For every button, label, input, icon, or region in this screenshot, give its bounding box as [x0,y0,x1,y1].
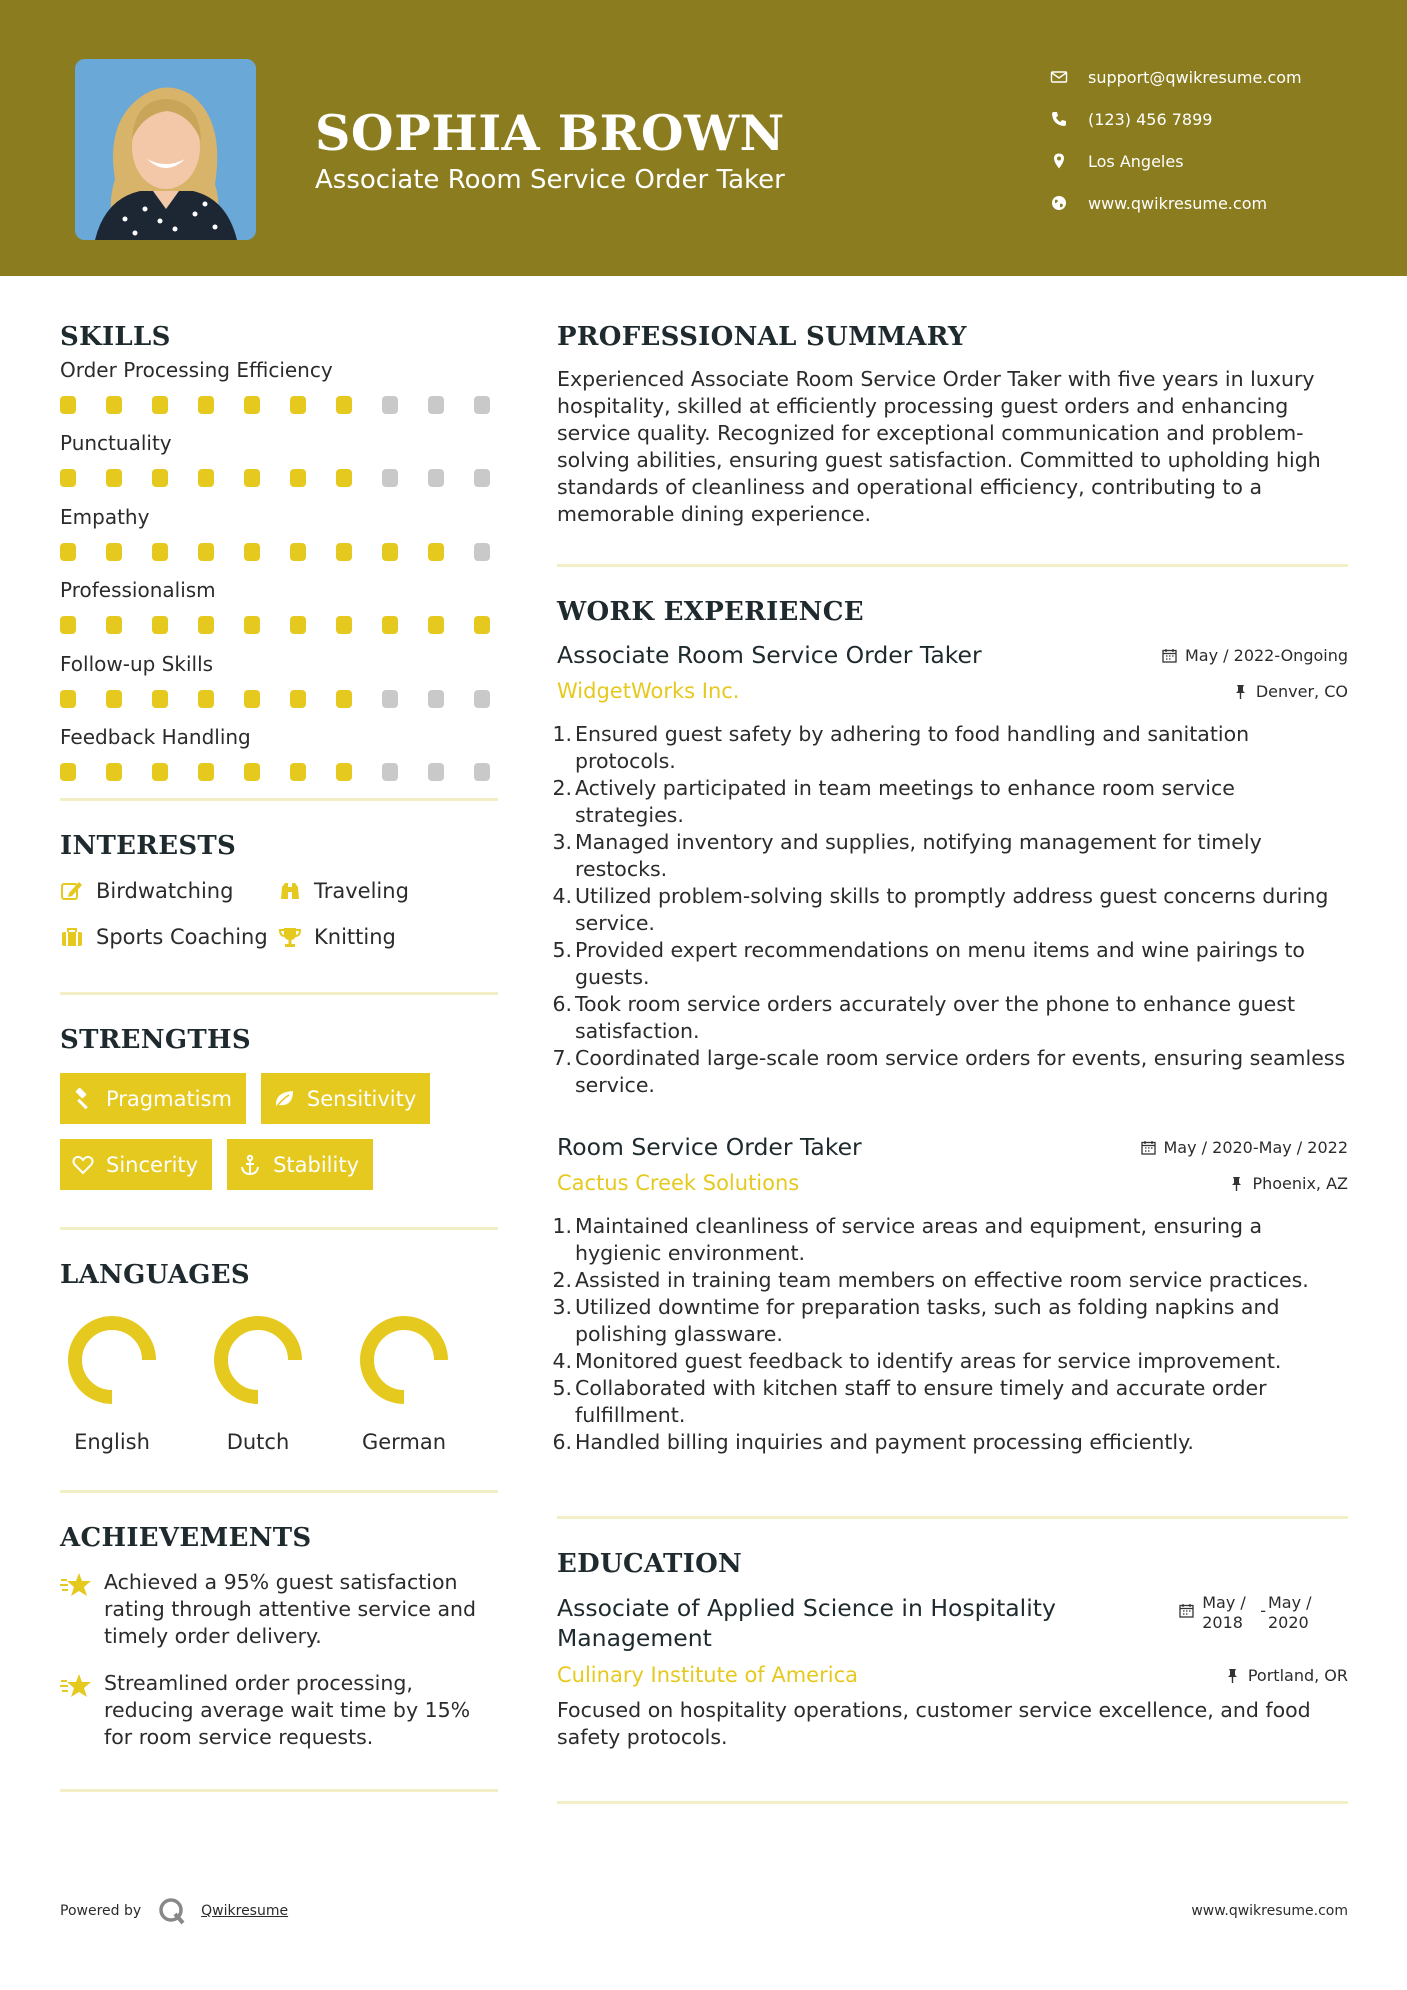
interests-heading: INTERESTS [60,831,237,862]
rating-dot-empty [474,469,490,487]
duty-item [552,937,1348,991]
job-date-text: May / 2020-May / 2022 [1163,1138,1348,1157]
interest-item [60,879,278,903]
language-gauge [356,1312,452,1408]
rating-dot-filled [244,543,260,561]
rating-dot-empty [428,690,444,708]
map-pin-icon [1050,152,1068,170]
rating-dot-filled [60,616,76,634]
section-divider [557,564,1348,567]
duty-number: 7. [552,1046,572,1070]
calendar-icon [1141,1140,1156,1155]
rating-dot-empty [382,690,398,708]
pushpin-icon [1225,1668,1240,1683]
duty-item [552,1294,1348,1348]
duty-text: Managed inventory and supplies, notifying management for timely restocks. [575,830,1262,881]
powered-by-text: Powered by [60,1903,142,1919]
rating-dot-filled [106,396,122,414]
rating-dot-filled [336,543,352,561]
rating-dot-filled [336,616,352,634]
binoculars-icon [278,879,302,903]
rating-dot-empty [428,396,444,414]
achievement-text: Achieved a 95% guest satisfaction rating through attentive service and timely order delivery. [104,1570,477,1649]
header-banner [0,0,1407,276]
rating-dot-filled [290,543,306,561]
duty-item [552,1375,1348,1429]
rating-dot-filled [60,690,76,708]
duty-text: Handled billing inquiries and payment processing efficiently. [575,1430,1194,1454]
rating-dot-filled [60,396,76,414]
avatar [75,59,256,240]
languages-heading: LANGUAGES [60,1260,250,1291]
rating-dot-filled [198,396,214,414]
duty-text: Utilized downtime for preparation tasks, such as folding napkins and polishing glassware. [575,1295,1280,1346]
strengths-heading: STRENGTHS [60,1025,251,1056]
duty-text: Coordinated large-scale room service orders for events, ensuring seamless service. [575,1046,1346,1097]
rating-dot-empty [382,763,398,781]
skills-list [60,310,498,750]
job-role: Associate Room Service Order Taker [557,641,982,669]
interest-item [60,925,278,949]
duty-number: 1. [552,722,572,746]
anchor-icon [239,1154,261,1176]
section-divider [557,1801,1348,1804]
section-divider [557,1516,1348,1519]
duty-item [552,721,1348,775]
rating-dot-filled [60,763,76,781]
language-item [64,1312,160,1454]
rating-dot-filled [198,543,214,561]
pushpin-icon [1229,1176,1244,1191]
section-divider [60,798,498,801]
contact-website-text: www.qwikresume.com [1088,193,1268,213]
contact-location [1050,140,1302,182]
rating-dot-filled [106,469,122,487]
rating-dot-filled [244,763,260,781]
duty-item [552,829,1348,883]
rating-dot-filled [290,763,306,781]
skill-name: Empathy [60,504,150,529]
language-name: Dutch [226,1430,290,1455]
powered-by [60,1896,288,1926]
strength-label: Sincerity [106,1152,199,1177]
duty-item [552,1267,1348,1294]
star-icon [60,1672,92,1700]
contact-phone[interactable] [1050,98,1302,140]
rating-dot-empty [428,469,444,487]
candidate-name: SOPHIA BROWN [315,104,785,162]
calendar-icon [1179,1603,1194,1618]
education-location [1225,1666,1348,1685]
job-entry [552,641,1348,1099]
duty-item [552,883,1348,937]
qwikresume-logo-icon [157,1896,187,1926]
gavel-icon [72,1088,94,1110]
contact-email[interactable] [1050,56,1302,98]
rating-dot-filled [290,616,306,634]
rating-dot-empty [428,763,444,781]
job-duties [552,1213,1348,1456]
strengths-list [60,1073,440,1190]
briefcase-icon [60,925,84,949]
job-location-text: Phoenix, AZ [1252,1173,1348,1193]
job-date [1141,1138,1349,1157]
interest-label: Sports Coaching [96,925,268,950]
duty-item [552,775,1348,829]
education-description: Focused on hospitality operations, customer service excellence, and food safety protocols. [557,1698,1311,1749]
contact-list [1050,56,1302,224]
contact-website[interactable] [1050,182,1302,224]
interest-label: Knitting [314,925,396,950]
achievement-text: Streamlined order processing, reducing average wait time by 15% for room service requests. [104,1671,471,1750]
language-gauge-arc [221,1323,295,1397]
section-divider [60,1227,498,1230]
duty-item [552,1045,1348,1099]
education-location-text: Portland, OR [1247,1665,1348,1685]
duty-number: 1. [552,1214,572,1238]
rating-dot-filled [382,543,398,561]
envelope-icon [1050,68,1068,86]
achievements-list [60,1569,498,1751]
duty-text: Ensured guest safety by adhering to food handling and sanitation protocols. [575,722,1250,773]
duty-number: 5. [552,1376,572,1400]
rating-dot-filled [244,690,260,708]
duty-text: Utilized problem-solving skills to promptly address guest concerns during service. [575,884,1329,935]
candidate-title: Associate Room Service Order Taker [315,165,785,195]
company-name: Cactus Creek Solutions [557,1171,800,1195]
rating-dot-filled [244,616,260,634]
education-entry [557,1593,1348,1751]
skill-rating [60,763,498,781]
strength-badge [60,1073,246,1124]
rating-dot-filled [152,616,168,634]
job-date-text: May / 2022-Ongoing [1185,646,1348,665]
achievement-item [60,1670,498,1751]
skill-item [60,383,498,456]
rating-dot-empty [474,690,490,708]
rating-dot-filled [244,396,260,414]
duty-text: Assisted in training team members on effective room service practices. [575,1268,1309,1292]
rating-dot-filled [290,396,306,414]
summary-text: Experienced Associate Room Service Order Taker with five years in luxury hospitality, skilled at efficiently processing guest orders and enhancing service quality. Recognized for exceptional communication and problem-solving abilities, ensuring guest satisfaction. Committed to upholding high standards of cleanliness and operational efficiency, contributing to a memorable dining experience. [557,367,1321,526]
interests-list [60,879,498,949]
footer [60,1896,1348,1926]
language-gauge-arc [75,1323,149,1397]
rating-dot-filled [106,543,122,561]
contact-email-text: support@qwikresume.com [1088,67,1302,87]
rating-dot-filled [198,690,214,708]
rating-dot-filled [106,616,122,634]
date-separator: - [1260,1601,1266,1620]
skill-item [60,457,498,530]
rating-dot-empty [382,469,398,487]
language-gauge [64,1312,160,1408]
language-gauge [210,1312,306,1408]
rating-dot-filled [152,690,168,708]
education-dates [1179,1593,1318,1633]
education-heading: EDUCATION [557,1549,743,1579]
rating-dot-filled [382,616,398,634]
summary-heading: PROFESSIONAL SUMMARY [557,322,967,352]
rating-dot-empty [474,396,490,414]
skill-item [60,530,498,603]
interest-item [278,879,498,903]
strength-label: Pragmatism [106,1086,232,1111]
phone-icon [1050,110,1068,128]
strength-label: Stability [273,1152,360,1177]
rating-dot-filled [106,690,122,708]
education-end: May / 2020 [1268,1593,1312,1632]
calendar-icon [1162,648,1177,663]
duty-item [552,1429,1348,1456]
strength-badge [261,1073,430,1124]
pencil-icon [60,879,84,903]
language-name: English [74,1430,150,1455]
job-location [1229,1174,1348,1193]
duty-number: 3. [552,1295,572,1319]
rating-dot-filled [336,469,352,487]
skill-item [60,677,498,750]
strength-badge [60,1139,212,1190]
section-divider [60,992,498,995]
experience-heading: WORK EXPERIENCE [557,597,864,627]
duty-text: Maintained cleanliness of service areas and equipment, ensuring a hygienic environment. [575,1214,1263,1265]
heart-icon [72,1154,94,1176]
job-date [1162,646,1348,665]
rating-dot-filled [336,690,352,708]
language-name: German [361,1430,447,1455]
achievements-heading: ACHIEVEMENTS [60,1523,312,1554]
language-item [210,1312,306,1454]
left-column [60,322,498,1792]
right-column [552,322,1348,1804]
duty-number: 4. [552,1349,572,1373]
duty-text: Provided expert recommendations on menu items and wine pairings to guests. [575,938,1305,989]
skill-name: Order Processing Efficiency [60,358,333,382]
duty-text: Took room service orders accurately over the phone to enhance guest satisfaction. [575,992,1295,1043]
rating-dot-empty [474,543,490,561]
brand-link[interactable]: Qwikresume [201,1903,289,1919]
contact-phone-text: (123) 456 7899 [1088,109,1213,129]
strength-badge [227,1139,373,1190]
degree-name: Associate of Applied Science in Hospitality Management [557,1594,1056,1652]
duty-item [552,991,1348,1045]
job-location [1233,682,1348,701]
rating-dot-filled [474,616,490,634]
profile-photo [75,59,256,240]
duty-number: 6. [552,992,572,1016]
skill-item [60,604,498,677]
achievement-item [60,1569,498,1650]
duty-number: 2. [552,1268,572,1292]
duty-text: Actively participated in team meetings to enhance room service strategies. [575,776,1235,827]
rating-dot-filled [152,763,168,781]
interest-label: Birdwatching [96,879,234,904]
skill-name: Punctuality [60,431,172,456]
duty-item [552,1348,1348,1375]
trophy-icon [278,925,302,949]
star-icon [60,1571,92,1599]
duty-text: Monitored guest feedback to identify areas for service improvement. [575,1349,1282,1373]
rating-dot-filled [106,763,122,781]
rating-dot-empty [474,763,490,781]
job-role: Room Service Order Taker [557,1133,862,1161]
rating-dot-filled [290,690,306,708]
skills-heading: SKILLS [60,322,171,352]
language-gauge-arc [367,1323,441,1397]
duty-number: 3. [552,830,572,854]
education-start: May / 2018 [1202,1593,1246,1632]
rating-dot-filled [428,616,444,634]
duty-number: 4. [552,884,572,908]
rating-dot-filled [60,543,76,561]
rating-dot-filled [336,396,352,414]
duty-item [552,1213,1348,1267]
strength-label: Sensitivity [306,1086,417,1111]
company-name: WidgetWorks Inc. [557,679,740,703]
rating-dot-filled [152,396,168,414]
rating-dot-filled [152,543,168,561]
interest-item [278,925,498,949]
skill-name: Follow-up Skills [60,651,214,676]
duty-text: Collaborated with kitchen staff to ensure timely and accurate order fulfillment. [575,1376,1267,1427]
rating-dot-filled [336,763,352,781]
rating-dot-empty [382,396,398,414]
globe-icon [1050,194,1068,212]
skill-name: Professionalism [60,578,216,603]
rating-dot-filled [152,469,168,487]
interest-label: Traveling [314,879,409,904]
job-duties [552,721,1348,1099]
rating-dot-filled [60,469,76,487]
job-entry [552,1133,1348,1456]
rating-dot-filled [290,469,306,487]
contact-location-text: Los Angeles [1088,151,1184,171]
duty-number: 2. [552,776,572,800]
leaf-icon [273,1088,295,1110]
pushpin-icon [1233,684,1248,699]
duty-number: 5. [552,938,572,962]
rating-dot-filled [198,469,214,487]
footer-url[interactable]: www.qwikresume.com [1191,1903,1348,1919]
rating-dot-filled [198,763,214,781]
duty-number: 6. [552,1430,572,1454]
rating-dot-filled [428,543,444,561]
school-name: Culinary Institute of America [557,1663,858,1687]
rating-dot-filled [198,616,214,634]
section-divider [60,1490,498,1493]
languages-list [60,1312,498,1454]
language-item [356,1312,452,1454]
job-location-text: Denver, CO [1255,681,1348,701]
rating-dot-filled [244,469,260,487]
skill-name: Feedback Handling [60,724,251,749]
section-divider [60,1789,498,1792]
